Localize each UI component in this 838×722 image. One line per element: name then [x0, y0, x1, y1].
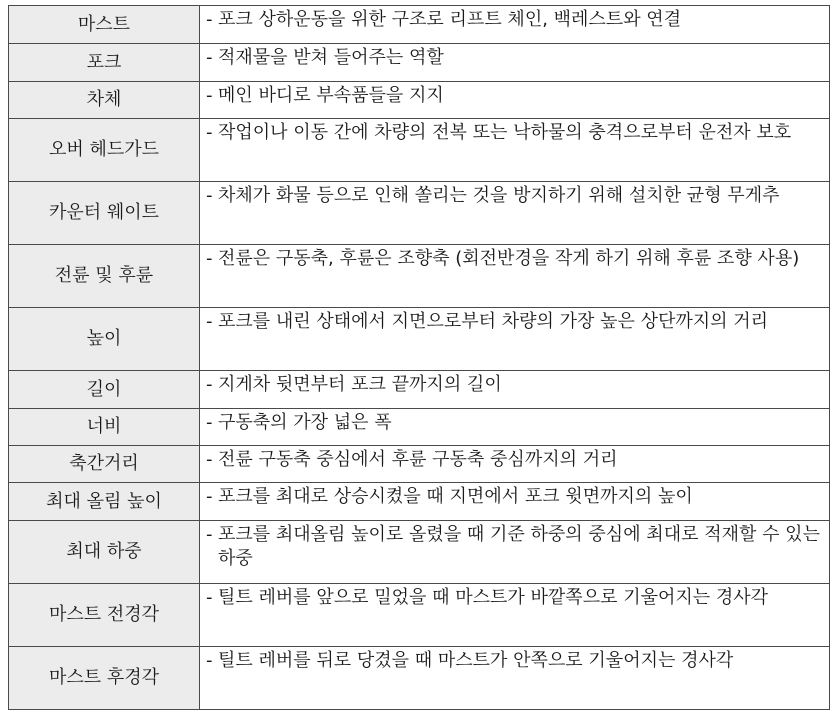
description-cell: - 포크를 최대올림 높이로 올렸을 때 기준 하중의 중심에 최대로 적재할 수 있는 하중: [200, 521, 830, 584]
description-cell: - 포크를 최대로 상승시켰을 때 지면에서 포크 윗면까지의 높이: [200, 483, 830, 521]
description-text: 포크를 최대올림 높이로 올렸을 때 기준 하중의 중심에 최대로 적재할 수 있는 하중: [218, 524, 820, 569]
table-row: [9, 245, 830, 308]
term-cell: 포크: [9, 44, 200, 82]
description-cell: - 전륜 구동축 중심에서 후륜 구동축 중심까지의 거리: [200, 446, 830, 483]
description-cell: - 차체가 화물 등으로 인해 쏠리는 것을 방지하기 위해 설치한 균형 무게추: [200, 182, 830, 245]
description-cell: - 포크 상하운동을 위한 구조로 리프트 체인, 백레스트와 연결: [200, 6, 830, 44]
description-text: 틸트 레버를 뒤로 당겼을 때 마스트가 안쪽으로 기울어지는 경사각: [218, 650, 734, 671]
term-cell: 높이: [9, 308, 200, 371]
term-cell: 마스트 후경각: [9, 647, 200, 710]
table-row: [9, 119, 830, 182]
description-cell: - 틸트 레버를 앞으로 밀었을 때 마스트가 바깥쪽으로 기울어지는 경사각: [200, 584, 830, 647]
table-row: [9, 584, 830, 647]
table-row: [9, 182, 830, 245]
description-text: 포크를 최대로 상승시켰을 때 지면에서 포크 윗면까지의 높이: [218, 486, 693, 507]
table-row: [9, 483, 830, 521]
spec-table: [8, 5, 830, 710]
table-row: [9, 371, 830, 409]
description-cell: - 적재물을 받쳐 들어주는 역할: [200, 44, 830, 82]
description-cell: - 구동축의 가장 넓은 폭: [200, 409, 830, 446]
term-cell: 카운터 웨이트: [9, 182, 200, 245]
description-text: 메인 바디로 부속품들을 지지: [218, 85, 444, 106]
description-text: 차체가 화물 등으로 인해 쏠리는 것을 방지하기 위해 설치한 균형 무게추: [218, 185, 780, 206]
term-cell: 차체: [9, 82, 200, 119]
description-text: 구동축의 가장 넓은 폭: [218, 412, 392, 433]
table-row: [9, 6, 830, 44]
table-row: [9, 44, 830, 82]
description-text: 적재물을 받쳐 들어주는 역할: [218, 47, 444, 68]
term-cell: 전륜 및 후륜: [9, 245, 200, 308]
description-cell: - 작업이나 이동 간에 차량의 전복 또는 낙하물의 충격으로부터 운전자 보호: [200, 119, 830, 182]
term-cell: 마스트 전경각: [9, 584, 200, 647]
description-cell: - 포크를 내린 상태에서 지면으로부터 차량의 가장 높은 상단까지의 거리: [200, 308, 830, 371]
term-cell: 축간거리: [9, 446, 200, 483]
term-cell: 길이: [9, 371, 200, 409]
description-cell: - 전륜은 구동축, 후륜은 조향축 (회전반경을 작게 하기 위해 후륜 조향 사용): [200, 245, 830, 308]
table-row: [9, 308, 830, 371]
description-text: 포크를 내린 상태에서 지면으로부터 차량의 가장 높은 상단까지의 거리: [218, 311, 769, 332]
description-text: 포크 상하운동을 위한 구조로 리프트 체인, 백레스트와 연결: [218, 9, 682, 30]
term-cell: 마스트: [9, 6, 200, 44]
term-cell: 최대 하중: [9, 521, 200, 584]
term-cell: 최대 올림 높이: [9, 483, 200, 521]
description-text: 지게차 뒷면부터 포크 끝까지의 길이: [218, 374, 502, 395]
description-cell: - 지게차 뒷면부터 포크 끝까지의 길이: [200, 371, 830, 409]
table-row: [9, 521, 830, 584]
table-row: [9, 409, 830, 446]
description-text: 전륜 구동축 중심에서 후륜 구동축 중심까지의 거리: [218, 449, 618, 470]
table-row: [9, 446, 830, 483]
description-text: 작업이나 이동 간에 차량의 전복 또는 낙하물의 충격으로부터 운전자 보호: [218, 122, 792, 143]
description-text: 틸트 레버를 앞으로 밀었을 때 마스트가 바깥쪽으로 기울어지는 경사각: [218, 587, 769, 608]
description-text: 전륜은 구동축, 후륜은 조향축 (회전반경을 작게 하기 위해 후륜 조향 사용): [218, 248, 800, 269]
description-cell: - 메인 바디로 부속품들을 지지: [200, 82, 830, 119]
table-row: [9, 82, 830, 119]
term-cell: 너비: [9, 409, 200, 446]
table-row: [9, 647, 830, 710]
description-cell: - 틸트 레버를 뒤로 당겼을 때 마스트가 안쪽으로 기울어지는 경사각: [200, 647, 830, 710]
term-cell: 오버 헤드가드: [9, 119, 200, 182]
